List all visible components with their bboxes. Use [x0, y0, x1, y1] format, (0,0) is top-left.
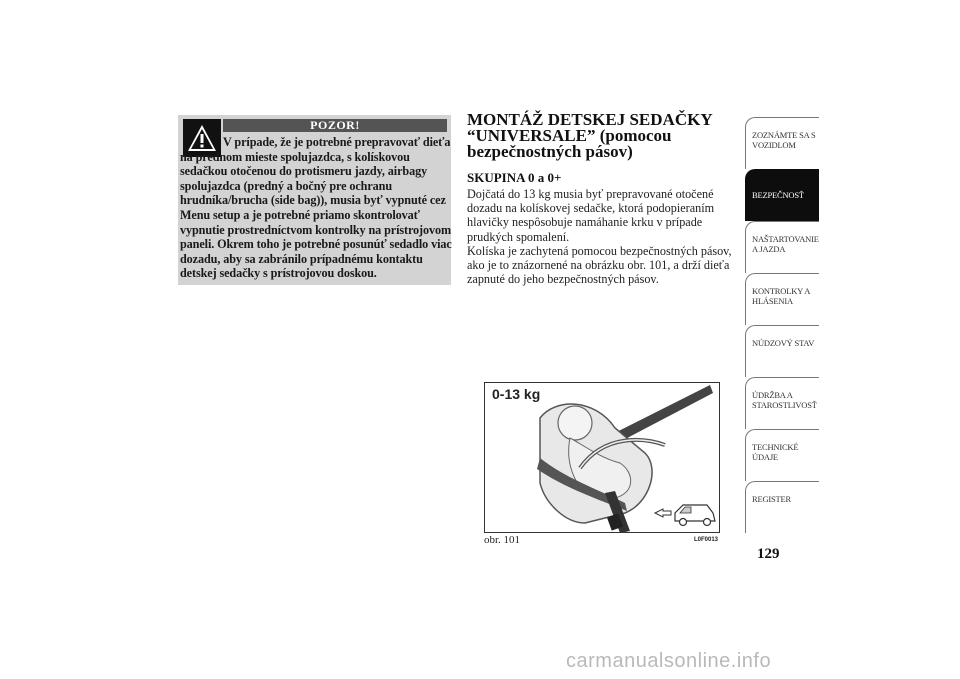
- tab-bezpecnost[interactable]: [745, 169, 819, 221]
- figure-code: L0F0013: [694, 537, 719, 543]
- chapter-tabs: [745, 117, 819, 533]
- child-seat-illustration: [485, 383, 719, 532]
- tab-label: NAŠTARTOVANIE A JAZDA: [752, 234, 819, 254]
- tab-label: NÚDZOVÝ STAV: [752, 338, 815, 348]
- tab-udrzba[interactable]: [745, 377, 819, 429]
- tab-label: TECHNICKÉ ÚDAJE: [752, 442, 799, 462]
- tab-label: KONTROLKY A HLÁSENIA: [752, 286, 810, 306]
- tab-nudzovy-stav[interactable]: [745, 325, 819, 377]
- tab-label: ZOZNÁMTE SA S VOZIDLOM: [752, 130, 816, 150]
- watermark: carmanualsonline.info: [566, 650, 772, 672]
- car-direction-icon: [655, 505, 715, 526]
- tab-label: ÚDRŽBA A STAROSTLIVOSŤ: [752, 390, 817, 410]
- tab-kontrolky[interactable]: [745, 273, 819, 325]
- paragraph-infants: Dojčatá do 13 kg musia byť prepravované otočené dozadu na kolískovej sedačke, ktorá podopieraním hlavičky nespôsobuje namáhanie krku v prípade prudkých spomalení.: [467, 187, 715, 244]
- figure-caption: obr. 101: [484, 534, 521, 546]
- figure-child-seat: [484, 382, 720, 533]
- tab-zoznamte-sa[interactable]: [745, 117, 819, 169]
- tab-nastartovanie[interactable]: [745, 221, 819, 273]
- tab-register[interactable]: [745, 481, 819, 533]
- page-number: 129: [757, 546, 780, 562]
- tab-label: REGISTER: [752, 494, 792, 504]
- warning-header: POZOR!: [223, 119, 447, 132]
- group-subheading: SKUPINA 0 a 0+: [467, 170, 562, 185]
- figure-weight-label: 0-13 kg: [492, 386, 541, 402]
- tab-technicke-udaje[interactable]: [745, 429, 819, 481]
- warning-text: V prípade, že je potrebné prepravovať dieťa na prednom mieste spolujazdca, s kolískovou sedačkou otočenou do protismeru jazdy, airbagy spolujazdca (predný a bočný pre ochranu hrudníka/brucha (side bag)), musia byť vypnuté cez Menu setup a je potrebné priamo skontrolovať vypnutie prostredníctvom kontrolky na prístrojovom paneli. Okrem toho je potrebné posunúť sedadlo viac dozadu, aby sa zabránilo prípadnému kontaktu detskej sedačky s prístrojovou doskou.: [180, 135, 452, 281]
- section-title: MONTÁŽ DETSKEJ SEDAČKY “UNIVERSALE” (pomocou bezpečnostných pásov): [467, 110, 712, 161]
- tab-label: BEZPEČNOSŤ: [752, 190, 804, 200]
- paragraph-cradle: Kolíska je zachytená pomocou bezpečnostných pásov, ako je to znázornené na obrázku obr. 101, a drží dieťa zapnuté do jeho bezpečnostných pásov.: [467, 244, 732, 287]
